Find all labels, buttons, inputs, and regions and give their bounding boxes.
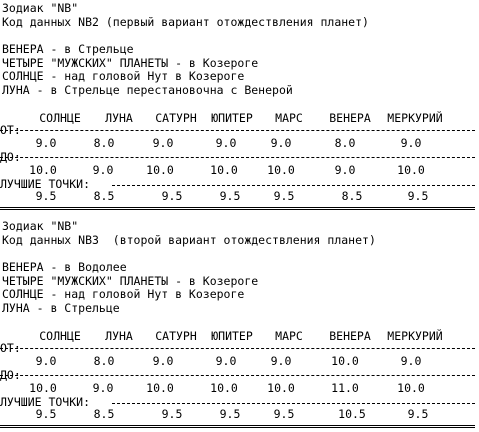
column-header: ВЕНЕРА bbox=[329, 111, 371, 125]
value-best: 8.5 bbox=[93, 189, 115, 203]
note-line: ВЕНЕРА - в Водолее bbox=[2, 260, 127, 274]
note-line: ЛУНА - в Стрельце bbox=[2, 300, 120, 315]
value-best: 9.5 bbox=[35, 407, 57, 421]
column-header: ЮПИТЕР bbox=[211, 329, 253, 343]
separator-dashed bbox=[112, 185, 475, 186]
value-best: 9.5 bbox=[407, 407, 429, 421]
value-to: 10.0 bbox=[397, 163, 425, 177]
column-header: СОЛНЦЕ bbox=[39, 329, 81, 343]
data-code-line: Код данных NB2 (первый вариант отождествления планет) bbox=[2, 15, 369, 29]
value-to: 10.0 bbox=[210, 163, 238, 177]
value-to: 10.0 bbox=[29, 163, 57, 177]
value-to: 9.0 bbox=[92, 381, 114, 395]
note-line: ЧЕТЫРЕ "МУЖСКИХ" ПЛАНЕТЫ - в Козероге bbox=[2, 273, 259, 288]
value-from: 9.0 bbox=[35, 354, 57, 368]
value-to: 10.0 bbox=[397, 381, 425, 395]
value-from: 9.0 bbox=[400, 354, 422, 368]
row-label-to: ДО: bbox=[0, 368, 21, 382]
value-best: 9.5 bbox=[161, 189, 183, 203]
value-best: 8.5 bbox=[341, 189, 363, 203]
separator-dashed bbox=[0, 348, 475, 349]
zodiac-title: Зодиак "NB" bbox=[2, 219, 79, 233]
zodiac-title: Зодиак "NB" bbox=[2, 1, 79, 15]
value-to: 9.0 bbox=[92, 163, 114, 177]
column-header: МЕРКУРИЙ bbox=[387, 329, 443, 343]
column-header: МАРС bbox=[275, 329, 303, 343]
value-from: 10.0 bbox=[331, 354, 359, 368]
row-label-best: ЛУЧШИЕ ТОЧКИ: bbox=[0, 395, 91, 409]
value-best: 9.5 bbox=[161, 407, 183, 421]
value-from: 9.0 bbox=[152, 136, 174, 150]
value-from: 9.0 bbox=[35, 136, 57, 150]
value-best: 9.5 bbox=[273, 407, 295, 421]
column-header: СОЛНЦЕ bbox=[39, 111, 81, 125]
value-to: 9.0 bbox=[334, 163, 356, 177]
value-to: 10.0 bbox=[29, 381, 57, 395]
value-to: 10.0 bbox=[210, 381, 238, 395]
column-header: ЮПИТЕР bbox=[211, 111, 253, 125]
value-best: 9.5 bbox=[35, 189, 57, 203]
value-from: 8.0 bbox=[93, 136, 115, 150]
column-header: САТУРН bbox=[155, 111, 197, 125]
column-header: ЛУНА bbox=[105, 329, 133, 343]
value-from: 9.0 bbox=[152, 354, 174, 368]
value-best: 9.5 bbox=[273, 189, 295, 203]
column-header: МЕРКУРИЙ bbox=[387, 111, 443, 125]
column-header: МАРС bbox=[275, 111, 303, 125]
value-from: 9.0 bbox=[400, 136, 422, 150]
value-best: 9.5 bbox=[219, 189, 241, 203]
column-header: САТУРН bbox=[155, 329, 197, 343]
value-to: 11.0 bbox=[331, 381, 359, 395]
value-from: 9.0 bbox=[215, 136, 237, 150]
value-from: 9.0 bbox=[270, 354, 292, 368]
note-line: СОЛНЦЕ - над головой Нут в Козероге bbox=[2, 287, 245, 302]
value-to: 10.0 bbox=[267, 381, 295, 395]
value-best: 8.5 bbox=[93, 407, 115, 421]
data-code-line: Код данных NB3 (второй вариант отождествления планет) bbox=[2, 233, 376, 247]
value-best: 9.5 bbox=[407, 189, 429, 203]
row-label-to: ДО: bbox=[0, 150, 21, 164]
value-to: 10.0 bbox=[267, 163, 295, 177]
row-label-from: ОТ: bbox=[0, 123, 21, 137]
value-from: 9.0 bbox=[270, 136, 292, 150]
column-header: ВЕНЕРА bbox=[329, 329, 371, 343]
separator-dashed bbox=[0, 375, 475, 376]
separator-dashed bbox=[112, 403, 475, 404]
value-best: 10.5 bbox=[338, 407, 366, 421]
column-header: ЛУНА bbox=[105, 111, 133, 125]
separator-double bbox=[0, 207, 475, 210]
value-from: 9.0 bbox=[215, 354, 237, 368]
value-from: 8.0 bbox=[93, 354, 115, 368]
value-to: 10.0 bbox=[146, 381, 174, 395]
note-line: СОЛНЦЕ - над головой Нут в Козероге bbox=[2, 69, 245, 84]
separator-dashed bbox=[0, 157, 475, 158]
note-line: ЛУНА - в Стрельце перестановочна с Венерой bbox=[2, 82, 293, 97]
row-label-from: ОТ: bbox=[0, 341, 21, 355]
value-best: 9.5 bbox=[219, 407, 241, 421]
note-line: ВЕНЕРА - в Стрельце bbox=[2, 42, 134, 56]
value-to: 10.0 bbox=[146, 163, 174, 177]
separator-dashed bbox=[0, 130, 475, 131]
value-from: 8.0 bbox=[334, 136, 356, 150]
row-label-best: ЛУЧШИЕ ТОЧКИ: bbox=[0, 177, 91, 191]
note-line: ЧЕТЫРЕ "МУЖСКИХ" ПЛАНЕТЫ - в Козероге bbox=[2, 55, 259, 70]
separator-double bbox=[0, 425, 475, 428]
